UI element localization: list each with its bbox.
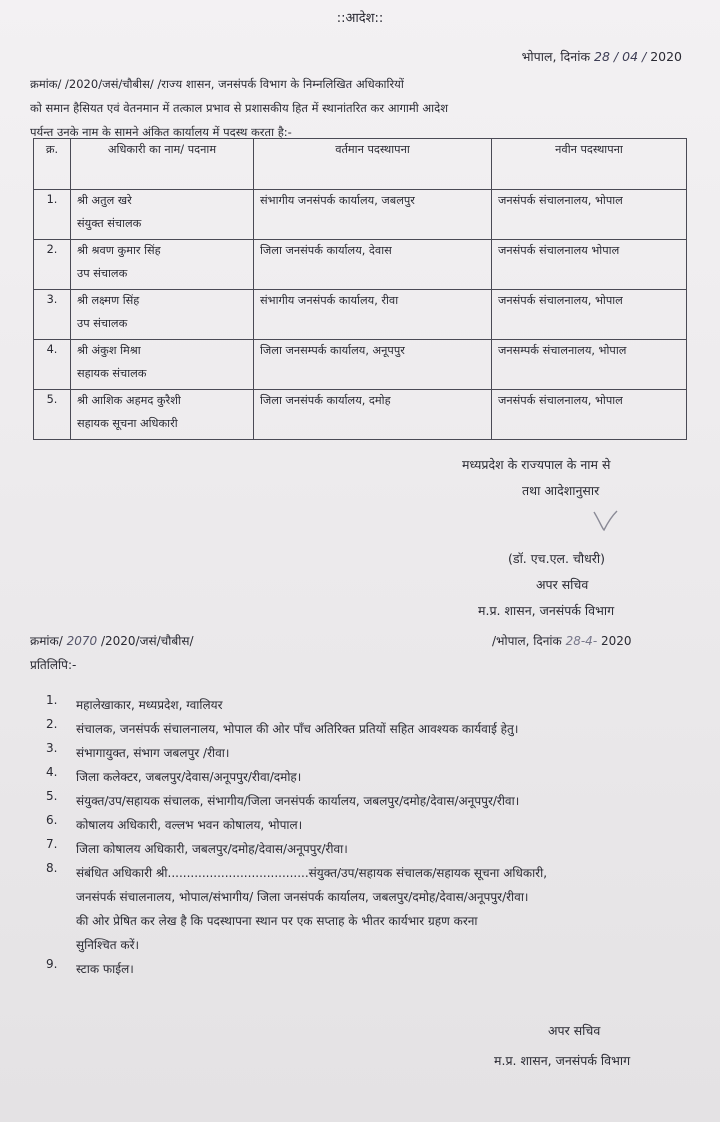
officer-cell xyxy=(71,290,254,340)
new-posting: जनसंपर्क संचालनालय, भोपाल xyxy=(492,390,687,440)
order-line-3: पर्यन्त उनके नाम के सामने अंकित कार्यालय में पदस्थ करता है:- xyxy=(30,125,292,139)
item-number: 1. xyxy=(46,693,58,707)
item-text: जिला कोषालय अधिकारी, जबलपुर/दमोह/देवास/अनूपपुर/रीवा। xyxy=(76,842,348,856)
item-number: 9. xyxy=(46,957,58,971)
list-item xyxy=(46,741,706,765)
item-text: सुनिश्चित करें। xyxy=(76,938,140,952)
date-year: 2020 xyxy=(650,49,682,64)
row-serial: 1. xyxy=(34,190,71,240)
table-row xyxy=(34,290,687,340)
new-posting: जनसम्पर्क संचालनालय, भोपाल xyxy=(492,340,687,390)
order-title: ::आदेश:: xyxy=(336,11,384,26)
copy-heading: प्रतिलिपि:- xyxy=(30,658,77,672)
signatory-name: (डॉ. एच.एल. चौधरी) xyxy=(508,551,605,566)
item-text: संबंधित अधिकारी श्री.....................................संयुक्त/उप/सहायक संचालक/सहायक सूचना अधिकारी, xyxy=(76,866,548,880)
copy-reference xyxy=(30,632,194,649)
copy-ref-number: 2070 xyxy=(66,634,98,648)
list-item xyxy=(46,693,706,717)
officer-name: श्री अंकुश मिश्रा xyxy=(77,344,141,357)
officer-name: श्री लक्ष्मण सिंह xyxy=(77,294,140,307)
order-paragraph xyxy=(30,72,690,144)
item-number: 2. xyxy=(46,717,58,731)
current-posting: संभागीय जनसंपर्क कार्यालय, जबलपुर xyxy=(254,190,492,240)
bottom-signatory-department: म.प्र. शासन, जनसंपर्क विभाग xyxy=(494,1053,631,1068)
officer-designation: उप संचालक xyxy=(77,317,128,330)
list-item xyxy=(46,789,706,813)
copy-date-handwritten: 28-4- xyxy=(565,634,598,648)
table-row xyxy=(34,340,687,390)
copy-date-year: 2020 xyxy=(600,634,632,648)
item-number: 7. xyxy=(46,837,58,851)
copy-list xyxy=(46,693,706,981)
date-handwritten: 28 / 04 / xyxy=(594,49,647,64)
item-text: संभागायुक्त, संभाग जबलपुर /रीवा। xyxy=(76,746,230,760)
officer-designation: उप संचालक xyxy=(77,267,128,280)
copy-date-prefix: /भोपाल, दिनांक xyxy=(492,634,562,648)
signature-mark xyxy=(590,508,620,539)
item-number: 8. xyxy=(46,861,58,875)
officer-name: श्री आशिक अहमद कुरैशी xyxy=(77,394,181,407)
table-row xyxy=(34,240,687,290)
item-text: स्टाक फाईल। xyxy=(76,962,134,976)
item-text: संयुक्त/उप/सहायक संचालक, संभागीय/जिला जनसंपर्क कार्यालय, जबलपुर/दमोह/देवास/अनूपपुर/रीवा। xyxy=(76,794,520,808)
officer-cell xyxy=(71,240,254,290)
item-text: महालेखाकार, मध्यप्रदेश, ग्वालियर xyxy=(76,698,223,712)
officer-name: श्री श्रवण कुमार सिंह xyxy=(77,244,161,257)
row-serial: 5. xyxy=(34,390,71,440)
item-number: 5. xyxy=(46,789,58,803)
copy-date xyxy=(492,632,632,649)
item-number: 6. xyxy=(46,813,58,827)
copy-ref-suffix: /2020/जसं/चौबीस/ xyxy=(100,634,194,648)
header-serial: क्र. xyxy=(34,139,71,190)
order-line-2: को समान हैसियत एवं वेतनमान में तत्काल प्रभाव से प्रशासकीय हित में स्थानांतरित कर आगामी आदेश xyxy=(30,101,449,115)
item-text: की ओर प्रेषित कर लेख है कि पदस्थापना स्थान पर एक सप्ताह के भीतर कार्यभार ग्रहण करना xyxy=(76,914,478,928)
list-item xyxy=(46,717,706,741)
governor-line-1: मध्यप्रदेश के राज्यपाल के नाम से xyxy=(462,457,611,472)
order-dateline xyxy=(522,48,682,65)
officer-cell xyxy=(71,340,254,390)
copy-ref-prefix: क्रमांक/ xyxy=(30,634,63,648)
row-serial: 3. xyxy=(34,290,71,340)
item-number: 4. xyxy=(46,765,58,779)
item-text: संचालक, जनसंपर्क संचालनालय, भोपाल की ओर पाँच अतिरिक्त प्रतियों सहित आवश्यक कार्यवाई हेतु। xyxy=(76,722,519,736)
header-officer: अधिकारी का नाम/ पदनाम xyxy=(71,139,254,190)
current-posting: संभागीय जनसंपर्क कार्यालय, रीवा xyxy=(254,290,492,340)
date-prefix: भोपाल, दिनांक xyxy=(521,49,591,64)
row-serial: 2. xyxy=(34,240,71,290)
officer-designation: सहायक संचालक xyxy=(77,367,147,380)
signatory-designation: अपर सचिव xyxy=(536,577,589,592)
officer-designation: सहायक सूचना अधिकारी xyxy=(77,417,178,430)
new-posting: जनसंपर्क संचालनालय, भोपाल xyxy=(492,290,687,340)
governor-line-2: तथा आदेशानुसार xyxy=(522,483,600,498)
current-posting: जिला जनसम्पर्क कार्यालय, अनूपपुर xyxy=(254,340,492,390)
officer-cell xyxy=(71,390,254,440)
officer-designation: संयुक्त संचालक xyxy=(77,217,142,230)
table-row xyxy=(34,390,687,440)
table-row xyxy=(34,190,687,240)
header-current-posting: वर्तमान पदस्थापना xyxy=(254,139,492,190)
row-serial: 4. xyxy=(34,340,71,390)
header-new-posting: नवीन पदस्थापना xyxy=(492,139,687,190)
list-item xyxy=(46,837,706,861)
current-posting: जिला जनसंपर्क कार्यालय, दमोह xyxy=(254,390,492,440)
order-line-1: क्रमांक/ /2020/जसं/चौबीस/ /राज्य शासन, जनसंपर्क विभाग के निम्नलिखित अधिकारियों xyxy=(30,77,404,91)
signatory-department: म.प्र. शासन, जनसंपर्क विभाग xyxy=(478,603,615,618)
new-posting: जनसंपर्क संचालनालय भोपाल xyxy=(492,240,687,290)
officer-cell xyxy=(71,190,254,240)
item-text: जिला कलेक्टर, जबलपुर/देवास/अनूपपुर/रीवा/दमोह। xyxy=(76,770,302,784)
bottom-signatory-designation: अपर सचिव xyxy=(548,1023,601,1038)
list-item xyxy=(46,957,706,981)
list-item xyxy=(46,861,706,957)
officer-name: श्री अतुल खरे xyxy=(77,194,132,207)
current-posting: जिला जनसंपर्क कार्यालय, देवास xyxy=(254,240,492,290)
item-text: जनसंपर्क संचालनालय, भोपाल/संभागीय/ जिला जनसंपर्क कार्यालय, जबलपुर/दमोह/देवास/अनूपपुर/रीवा। xyxy=(76,890,529,904)
item-text: कोषालय अधिकारी, वल्लभ भवन कोषालय, भोपाल। xyxy=(76,818,303,832)
new-posting: जनसंपर्क संचालनालय, भोपाल xyxy=(492,190,687,240)
table-header-row xyxy=(34,139,687,190)
list-item xyxy=(46,765,706,789)
item-number: 3. xyxy=(46,741,58,755)
posting-table xyxy=(33,138,687,440)
list-item xyxy=(46,813,706,837)
